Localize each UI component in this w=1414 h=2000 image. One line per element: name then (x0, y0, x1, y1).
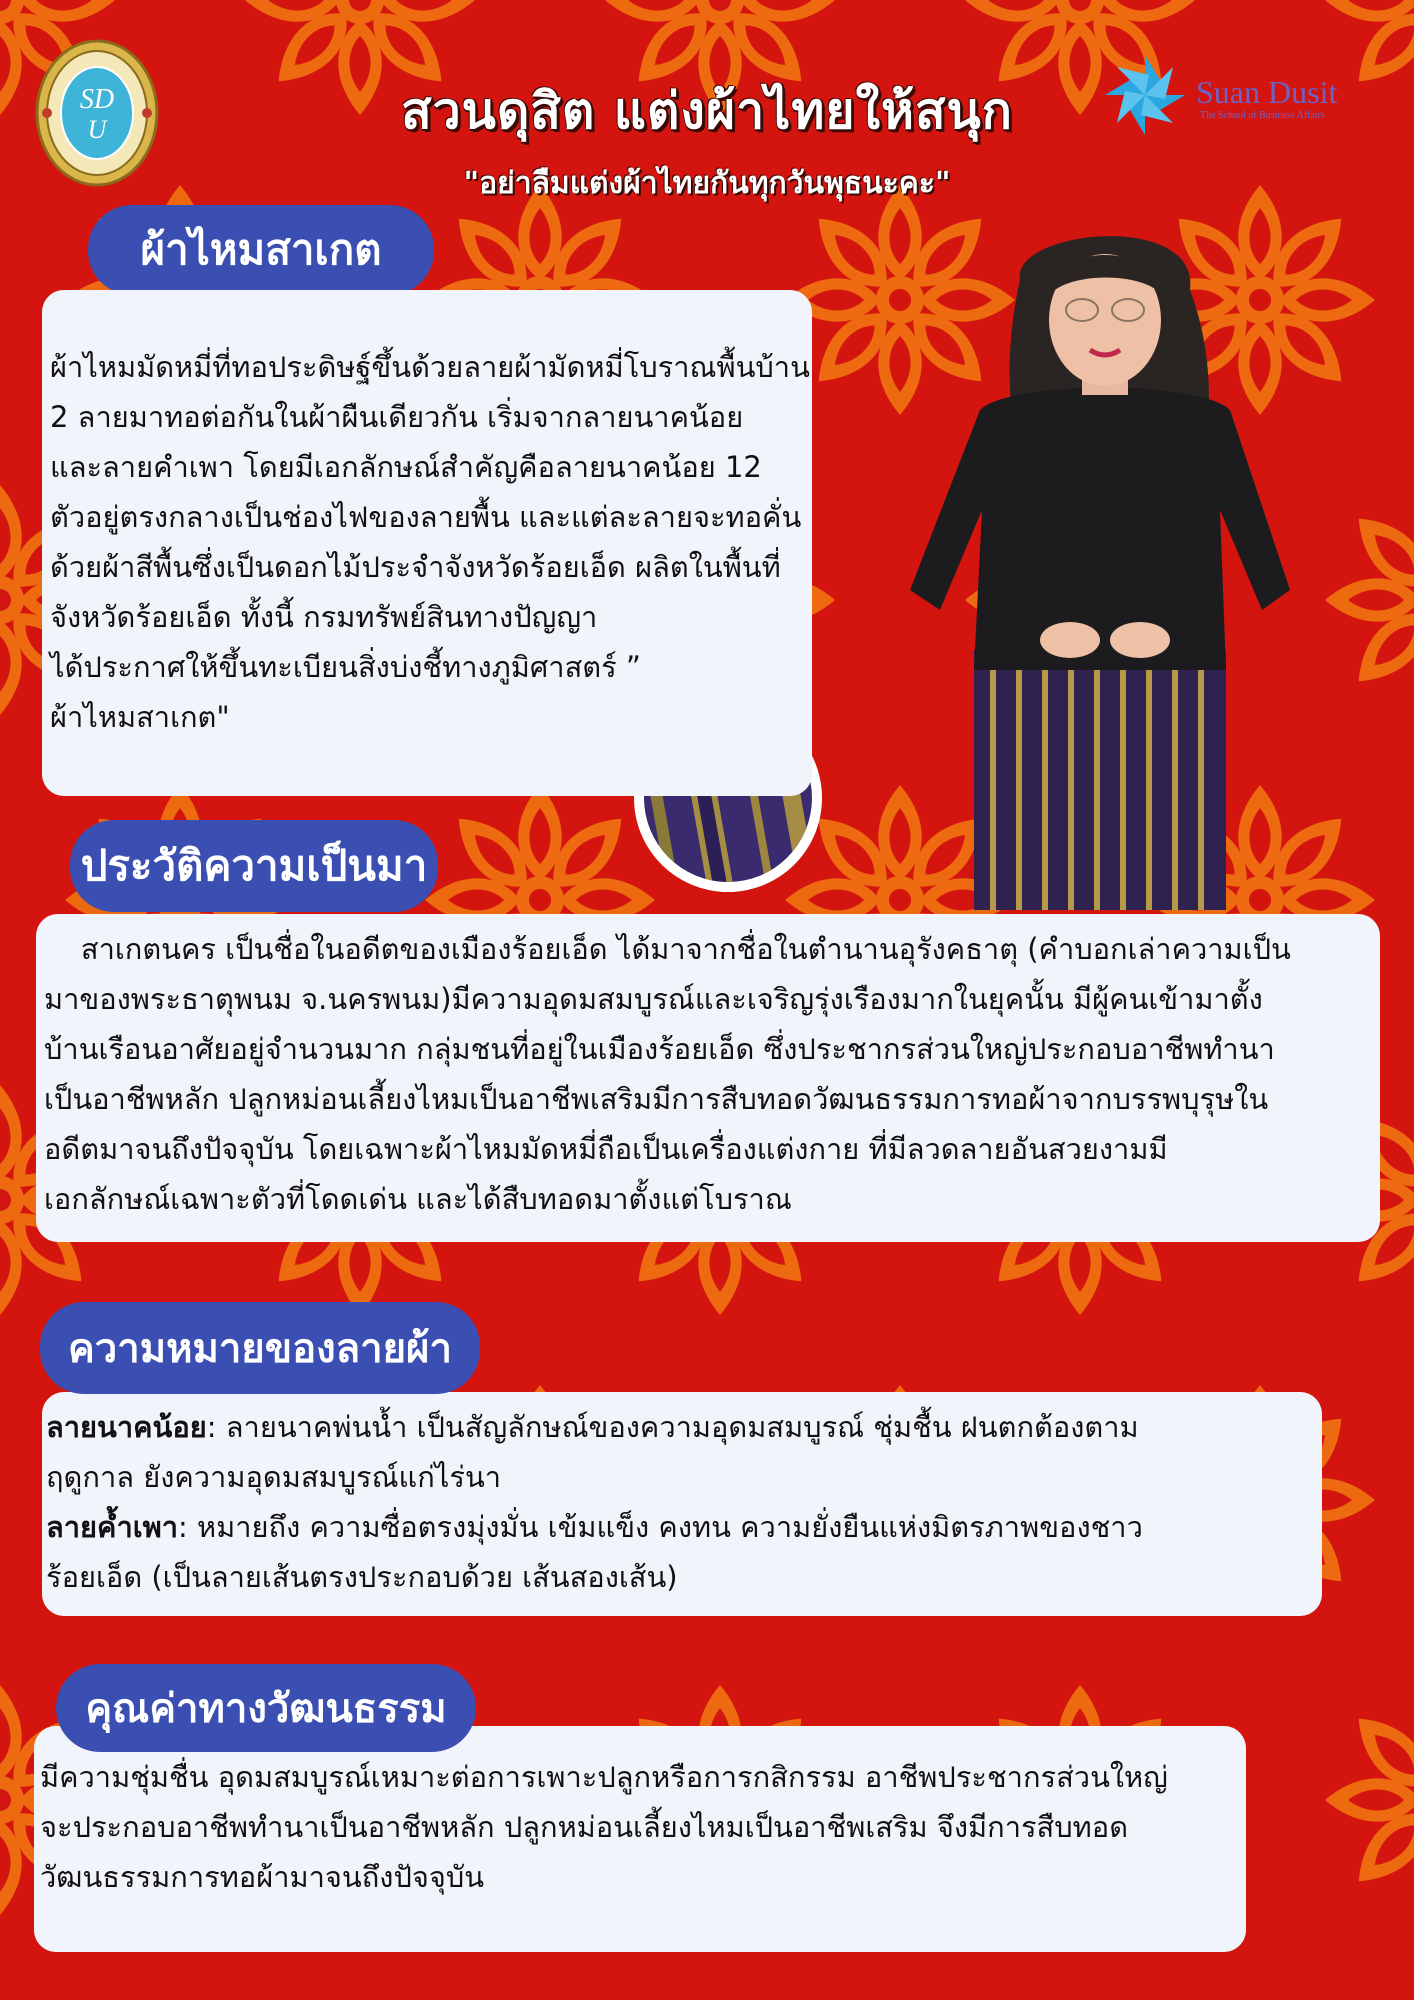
history-line: สาเกตนคร เป็นชื่อในอดีตของเมืองร้อยเอ็ด ได้มาจากชื่อในตำนานอุรังคธาตุ (คำบอกเล่าความเป็น (44, 932, 1291, 966)
fabric-line: และลายคำเพา โดยมีเอกลักษณ์สำคัญคือลายนาคน้อย 12 (50, 450, 762, 484)
fabric-line: ได้ประกาศให้ขึ้นทะเบียนสิ่งบ่งชี้ทางภูมิศาสตร์ ” (50, 650, 641, 684)
section-title-meaning: ความหมายของลายผ้า (40, 1302, 480, 1394)
section-title-fabric: ผ้าไหมสาเกต (88, 205, 434, 295)
page-subtitle: "อย่าลืมแต่งผ้าไทยกันทุกวันพุธนะคะ" (463, 166, 951, 201)
fabric-description-card (42, 290, 812, 796)
history-line: เป็นอาชีพหลัก ปลูกหม่อนเลี้ยงไหมเป็นอาชีพเสริมมีการสืบทอดวัฒนธรรมการทอผ้าจากบรรพบุรุษใน (44, 1082, 1269, 1116)
history-line: เอกลักษณ์เฉพาะตัวที่โดดเด่น และได้สืบทอดมาตั้งแต่โบราณ (44, 1182, 792, 1216)
meaning-item-naknoi (46, 1402, 1322, 1452)
history-line: มาของพระธาตุพนม จ.นครพนม)มีความอุดมสมบูรณ์และเจริญรุ่งเรืองมากในยุคนั้น มีผู้คนเข้ามาตั้ง (44, 982, 1263, 1016)
meaning-term: ลายค้ำเพา (46, 1510, 179, 1544)
cultural-value-card (34, 1726, 1246, 1952)
section-title-cultural-value: คุณค่าทางวัฒนธรรม (56, 1664, 476, 1752)
brand-name: Suan Dusit (1196, 74, 1338, 110)
value-line: มีความชุ่มชื่น อุดมสมบูรณ์เหมาะต่อการเพาะปลูกหรือการกสิกรรม อาชีพประชากรส่วนใหญ่ (40, 1760, 1168, 1794)
section-title-history: ประวัติความเป็นมา (70, 820, 438, 912)
svg-text:SD: SD (79, 84, 115, 115)
page-title: สวนดุสิต แต่งผ้าไทยให้สนุก (401, 82, 1013, 140)
history-card (36, 914, 1380, 1242)
history-line: บ้านเรือนอาศัยอยู่จำนวนมาก กลุ่มชนที่อยู่ในเมืองร้อยเอ็ด ซึ่งประชากรส่วนใหญ่ประกอบอาชีพทำนา (44, 1032, 1275, 1066)
value-line: วัฒนธรรมการทอผ้ามาจนถึงปัจจุบัน (40, 1860, 485, 1894)
fabric-line: 2 ลายมาทอต่อกันในผ้าผืนเดียวกัน เริ่มจากลายนาคน้อย (50, 400, 744, 434)
meaning-item-khampao (46, 1502, 1322, 1552)
meaning-text: ร้อยเอ็ด (เป็นลายเส้นตรงประกอบด้วย เส้นสองเส้น) (46, 1560, 678, 1594)
fabric-line: จังหวัดร้อยเอ็ด ทั้งนี้ กรมทรัพย์สินทางปัญญา (50, 600, 598, 634)
fabric-line: ด้วยผ้าสีพื้นซึ่งเป็นดอกไม้ประจำจังหวัดร้อยเอ็ด ผลิตในพื้นที่ (50, 550, 781, 584)
fabric-line: ตัวอยู่ตรงกลางเป็นช่องไฟของลายพื้น และแต่ละลายจะทอคั่น (50, 500, 802, 534)
brand-tagline: The School of Business Affairs (1200, 110, 1325, 121)
meaning-term: ลายนาคน้อย (46, 1410, 207, 1444)
meaning-text: ฤดูกาล ยังความอุดมสมบูรณ์แก่ไร่นา (46, 1460, 502, 1494)
pattern-meaning-card (42, 1392, 1322, 1616)
fabric-line: ผ้าไหมมัดหมี่ที่ทอประดิษฐ์ขึ้นด้วยลายผ้ามัดหมี่โบราณพื้นบ้าน (50, 350, 810, 384)
fabric-line: ผ้าไหมสาเกต" (50, 700, 230, 734)
woman-in-thai-dress-photo (890, 210, 1320, 910)
value-line: จะประกอบอาชีพทำนาเป็นอาชีพหลัก ปลูกหม่อนเลี้ยงไหมเป็นอาชีพเสริม จึงมีการสืบทอด (40, 1810, 1129, 1844)
meaning-text: : หมายถึง ความซื่อตรงมุ่งมั่น เข้มแข็ง คงทน ความยั่งยืนแห่งมิตรภาพของชาว (178, 1510, 1143, 1544)
history-line: อดีตมาจนถึงปัจจุบัน โดยเฉพาะผ้าไหมมัดหมี่ถือเป็นเครื่องแต่งกาย ที่มีลวดลายอันสวยงามมี (44, 1132, 1168, 1166)
svg-text:U: U (87, 115, 107, 144)
meaning-text: : ลายนาคพ่นน้ำ เป็นสัญลักษณ์ของความอุดมสมบูรณ์ ชุ่มชื้น ฝนตกต้องตาม (206, 1410, 1139, 1444)
